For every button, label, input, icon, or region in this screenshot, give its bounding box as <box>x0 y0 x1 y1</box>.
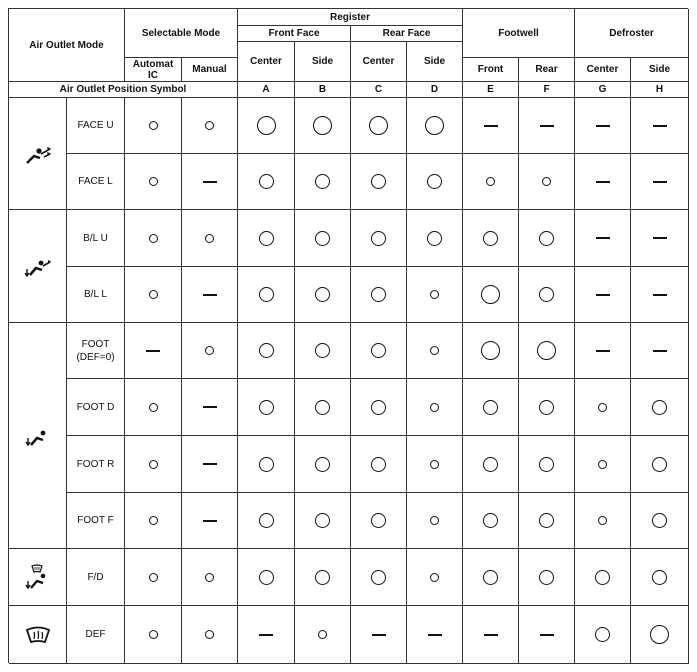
outlet-cell-e <box>463 154 519 210</box>
outlet-cell-e <box>463 549 519 606</box>
outlet-cell-f <box>519 154 575 210</box>
small-circle-icon <box>205 630 214 639</box>
dash-icon <box>653 181 667 183</box>
large-circle-icon <box>481 341 500 360</box>
medium-circle-icon <box>371 400 386 415</box>
medium-circle-icon <box>539 457 554 472</box>
outlet-cell-a <box>238 98 295 154</box>
medium-circle-icon <box>595 627 610 642</box>
outlet-cell-a <box>238 267 295 323</box>
outlet-cell-g <box>575 323 631 379</box>
outlet-cell-b <box>295 267 351 323</box>
small-circle-icon <box>598 516 607 525</box>
manual-cell <box>182 267 238 323</box>
manual-cell <box>182 154 238 210</box>
dash-icon <box>428 634 442 636</box>
front-face-header-text: Front Face <box>268 28 320 39</box>
small-circle-icon <box>149 234 158 243</box>
medium-circle-icon <box>371 287 386 302</box>
outlet-cell-h <box>631 210 689 267</box>
medium-circle-icon <box>315 457 330 472</box>
outlet-cell-c <box>351 98 407 154</box>
manual-cell <box>182 436 238 493</box>
outlet-cell-a <box>238 210 295 267</box>
outlet-cell-d <box>407 210 463 267</box>
outlet-cell-d <box>407 436 463 493</box>
rear-face-header-text: Rear Face <box>382 28 431 39</box>
outlet-cell-b <box>295 98 351 154</box>
small-circle-icon <box>205 234 214 243</box>
outlet-cell-e <box>463 267 519 323</box>
large-circle-icon <box>369 116 388 135</box>
position-symbol-header-text: Air Outlet Position Symbol <box>59 84 187 95</box>
dash-icon <box>203 181 217 183</box>
dash-icon <box>653 237 667 239</box>
defroster-header-text: Defroster <box>609 27 654 39</box>
dash-icon <box>203 406 217 408</box>
outlet-cell-h <box>631 98 689 154</box>
sub-header-8 <box>631 58 689 82</box>
medium-circle-icon <box>539 513 554 528</box>
air-outlet-mode-table <box>8 8 688 663</box>
outlet-cell-e <box>463 436 519 493</box>
small-circle-icon <box>205 121 214 130</box>
position-symbol-header <box>9 82 238 98</box>
outlet-cell-c <box>351 267 407 323</box>
small-circle-icon <box>149 403 158 412</box>
manual-cell <box>182 323 238 379</box>
mode-label <box>67 210 125 267</box>
bilevel-mode-icon <box>24 255 52 277</box>
outlet-cell-c <box>351 323 407 379</box>
outlet-cell-d <box>407 606 463 664</box>
medium-circle-icon <box>315 570 330 585</box>
small-circle-icon <box>430 573 439 582</box>
outlet-cell-f <box>519 606 575 664</box>
outlet-cell-c <box>351 379 407 436</box>
large-circle-icon <box>313 116 332 135</box>
mode-label-text: FOOT R <box>76 458 115 470</box>
outlet-cell-d <box>407 323 463 379</box>
small-circle-icon <box>318 630 327 639</box>
medium-circle-icon <box>315 174 330 189</box>
small-circle-icon <box>149 630 158 639</box>
outlet-cell-a <box>238 436 295 493</box>
dash-icon <box>540 125 554 127</box>
mode-label-text: B/L L <box>84 289 107 300</box>
outlet-cell-c <box>351 436 407 493</box>
outlet-cell-h <box>631 379 689 436</box>
position-letter-a <box>238 82 295 98</box>
outlet-cell-d <box>407 154 463 210</box>
mode-label <box>67 436 125 493</box>
large-circle-icon <box>650 625 669 644</box>
mode-label-text: FOOT (DEF=0) <box>76 338 115 363</box>
outlet-cell-b <box>295 493 351 549</box>
outlet-cell-b <box>295 323 351 379</box>
large-circle-icon <box>257 116 276 135</box>
small-circle-icon <box>149 573 158 582</box>
small-circle-icon <box>486 177 495 186</box>
small-circle-icon <box>430 290 439 299</box>
outlet-cell-c <box>351 549 407 606</box>
defroster-header <box>575 9 689 58</box>
outlet-cell-e <box>463 323 519 379</box>
medium-circle-icon <box>652 570 667 585</box>
outlet-cell-a <box>238 549 295 606</box>
sub-header-4 <box>407 42 463 82</box>
mode-label-text: DEF <box>85 629 106 640</box>
outlet-cell-f <box>519 210 575 267</box>
mode-icon-cell <box>9 549 67 606</box>
outlet-cell-b <box>295 379 351 436</box>
dash-icon <box>259 634 273 636</box>
medium-circle-icon <box>371 570 386 585</box>
outlet-cell-e <box>463 98 519 154</box>
mode-label <box>67 379 125 436</box>
position-letter-e-text: E <box>487 84 494 95</box>
position-letter-g <box>575 82 631 98</box>
position-letter-b-text: B <box>318 84 327 95</box>
small-circle-icon <box>430 346 439 355</box>
manual-cell <box>182 493 238 549</box>
mode-icon-cell <box>9 98 67 210</box>
position-letter-g-text: G <box>598 84 607 95</box>
dash-icon <box>596 294 610 296</box>
medium-circle-icon <box>483 231 498 246</box>
mode-label <box>67 493 125 549</box>
automatic-cell <box>125 549 182 606</box>
position-letter-b <box>295 82 351 98</box>
foot-mode-icon <box>24 425 52 447</box>
register-header <box>238 9 463 26</box>
outlet-cell-d <box>407 379 463 436</box>
sub-header-2 <box>295 42 351 82</box>
mode-label-text: FOOT F <box>77 515 114 526</box>
automatic-cell <box>125 154 182 210</box>
medium-circle-icon <box>315 231 330 246</box>
medium-circle-icon <box>483 400 498 415</box>
manual-cell <box>182 606 238 664</box>
medium-circle-icon <box>427 231 442 246</box>
dash-icon <box>653 350 667 352</box>
manual-cell <box>182 98 238 154</box>
outlet-cell-f <box>519 379 575 436</box>
large-circle-icon <box>481 285 500 304</box>
dash-icon <box>484 634 498 636</box>
dash-icon <box>203 463 217 465</box>
outlet-cell-a <box>238 154 295 210</box>
outlet-cell-d <box>407 267 463 323</box>
sub-header-7 <box>575 58 631 82</box>
mode-icon-cell <box>9 210 67 323</box>
outlet-cell-c <box>351 210 407 267</box>
outlet-cell-f <box>519 549 575 606</box>
dash-icon <box>596 181 610 183</box>
register-header-text: Register <box>329 11 370 23</box>
outlet-cell-b <box>295 210 351 267</box>
sub-header-1 <box>238 42 295 82</box>
air-outlet-mode-header-text: Air Outlet Mode <box>29 39 104 51</box>
dash-icon <box>203 520 217 522</box>
sub-header-8-text: Side <box>648 64 671 75</box>
outlet-cell-h <box>631 436 689 493</box>
automatic-header <box>125 58 182 82</box>
small-circle-icon <box>205 573 214 582</box>
small-circle-icon <box>542 177 551 186</box>
medium-circle-icon <box>539 287 554 302</box>
mode-label-text: FOOT D <box>76 401 115 413</box>
automatic-cell <box>125 98 182 154</box>
outlet-cell-c <box>351 154 407 210</box>
mode-label <box>67 606 125 664</box>
medium-circle-icon <box>371 231 386 246</box>
sub-header-3-text: Center <box>362 56 395 67</box>
mode-label <box>67 154 125 210</box>
foot-defrost-mode-icon <box>24 564 52 590</box>
outlet-cell-h <box>631 493 689 549</box>
outlet-cell-h <box>631 267 689 323</box>
mode-label-text: F/D <box>87 571 104 583</box>
outlet-cell-e <box>463 210 519 267</box>
air-outlet-mode-header <box>9 9 125 82</box>
medium-circle-icon <box>259 231 274 246</box>
sub-header-2-text: Side <box>311 56 334 67</box>
mode-icon-cell <box>9 323 67 549</box>
sub-header-6-text: Rear <box>535 64 558 75</box>
position-letter-f <box>519 82 575 98</box>
position-letter-c <box>351 82 407 98</box>
outlet-cell-d <box>407 493 463 549</box>
medium-circle-icon <box>259 513 274 528</box>
medium-circle-icon <box>595 570 610 585</box>
selectable-mode-header-text: Selectable Mode <box>141 27 221 39</box>
position-letter-d <box>407 82 463 98</box>
dash-icon <box>596 237 610 239</box>
medium-circle-icon <box>539 231 554 246</box>
small-circle-icon <box>598 460 607 469</box>
outlet-cell-g <box>575 154 631 210</box>
outlet-cell-g <box>575 549 631 606</box>
dash-icon <box>372 634 386 636</box>
sub-header-7-text: Center <box>586 64 619 75</box>
outlet-cell-b <box>295 606 351 664</box>
windshield-defrost-icon <box>25 626 51 644</box>
manual-header <box>182 58 238 82</box>
position-letter-d-text: D <box>430 84 439 95</box>
position-letter-e <box>463 82 519 98</box>
mode-label <box>67 267 125 323</box>
sub-header-1-text: Center <box>250 56 282 67</box>
sub-header-5 <box>463 58 519 82</box>
outlet-cell-f <box>519 323 575 379</box>
footwell-header <box>463 9 575 58</box>
outlet-cell-b <box>295 436 351 493</box>
sub-header-4-text: Side <box>423 56 446 67</box>
face-mode-icon <box>24 143 52 165</box>
dash-icon <box>203 294 217 296</box>
medium-circle-icon <box>371 513 386 528</box>
manual-cell <box>182 210 238 267</box>
automatic-cell <box>125 210 182 267</box>
outlet-cell-g <box>575 267 631 323</box>
outlet-cell-f <box>519 493 575 549</box>
dash-icon <box>540 634 554 636</box>
outlet-cell-f <box>519 436 575 493</box>
dash-icon <box>484 125 498 127</box>
small-circle-icon <box>430 460 439 469</box>
outlet-cell-e <box>463 606 519 664</box>
outlet-cell-a <box>238 379 295 436</box>
front-face-header <box>238 26 351 42</box>
medium-circle-icon <box>259 457 274 472</box>
outlet-cell-b <box>295 154 351 210</box>
medium-circle-icon <box>539 570 554 585</box>
medium-circle-icon <box>427 174 442 189</box>
small-circle-icon <box>149 177 158 186</box>
medium-circle-icon <box>483 513 498 528</box>
medium-circle-icon <box>539 400 554 415</box>
manual-cell <box>182 549 238 606</box>
large-circle-icon <box>537 341 556 360</box>
medium-circle-icon <box>315 287 330 302</box>
selectable-mode-header <box>125 9 238 58</box>
outlet-cell-f <box>519 267 575 323</box>
mode-label-text: FACE U <box>77 120 114 131</box>
outlet-cell-g <box>575 436 631 493</box>
automatic-cell <box>125 436 182 493</box>
mode-label-text: B/L U <box>83 232 108 244</box>
outlet-cell-h <box>631 323 689 379</box>
dash-icon <box>653 125 667 127</box>
small-circle-icon <box>149 290 158 299</box>
medium-circle-icon <box>483 570 498 585</box>
medium-circle-icon <box>259 287 274 302</box>
medium-circle-icon <box>315 513 330 528</box>
outlet-cell-b <box>295 549 351 606</box>
position-letter-a-text: A <box>262 84 270 95</box>
medium-circle-icon <box>652 457 667 472</box>
dash-icon <box>653 294 667 296</box>
footwell-header-text: Footwell <box>498 27 539 39</box>
mode-icon-cell <box>9 606 67 664</box>
position-letter-f-text: F <box>543 84 550 95</box>
outlet-cell-e <box>463 379 519 436</box>
medium-circle-icon <box>652 513 667 528</box>
outlet-cell-f <box>519 98 575 154</box>
automatic-cell <box>125 379 182 436</box>
automatic-cell <box>125 493 182 549</box>
position-letter-h-text: H <box>655 84 664 95</box>
outlet-cell-a <box>238 323 295 379</box>
mode-label <box>67 323 125 379</box>
dash-icon <box>596 350 610 352</box>
manual-cell <box>182 379 238 436</box>
outlet-cell-h <box>631 549 689 606</box>
outlet-cell-g <box>575 606 631 664</box>
outlet-cell-h <box>631 606 689 664</box>
medium-circle-icon <box>315 400 330 415</box>
outlet-cell-a <box>238 606 295 664</box>
sub-header-5-text: Front <box>477 64 504 75</box>
outlet-cell-g <box>575 210 631 267</box>
outlet-cell-c <box>351 606 407 664</box>
medium-circle-icon <box>259 400 274 415</box>
sub-header-3 <box>351 42 407 82</box>
sub-header-6 <box>519 58 575 82</box>
small-circle-icon <box>430 403 439 412</box>
position-letter-h <box>631 82 689 98</box>
position-letter-c-text: C <box>374 84 383 95</box>
outlet-cell-c <box>351 493 407 549</box>
mode-label <box>67 98 125 154</box>
medium-circle-icon <box>315 343 330 358</box>
medium-circle-icon <box>483 457 498 472</box>
outlet-cell-h <box>631 154 689 210</box>
outlet-cell-d <box>407 549 463 606</box>
small-circle-icon <box>149 460 158 469</box>
small-circle-icon <box>205 346 214 355</box>
outlet-cell-g <box>575 493 631 549</box>
outlet-cell-a <box>238 493 295 549</box>
medium-circle-icon <box>371 457 386 472</box>
small-circle-icon <box>149 121 158 130</box>
outlet-cell-g <box>575 379 631 436</box>
mode-label-text: FACE L <box>78 176 113 187</box>
outlet-cell-e <box>463 493 519 549</box>
automatic-cell <box>125 323 182 379</box>
small-circle-icon <box>430 516 439 525</box>
automatic-header-text: Automat IC <box>132 58 174 81</box>
medium-circle-icon <box>259 343 274 358</box>
small-circle-icon <box>598 403 607 412</box>
automatic-cell <box>125 606 182 664</box>
large-circle-icon <box>425 116 444 135</box>
medium-circle-icon <box>652 400 667 415</box>
medium-circle-icon <box>259 570 274 585</box>
medium-circle-icon <box>371 343 386 358</box>
outlet-cell-g <box>575 98 631 154</box>
automatic-cell <box>125 267 182 323</box>
rear-face-header <box>351 26 463 42</box>
dash-icon <box>596 125 610 127</box>
manual-header-text: Manual <box>192 64 227 75</box>
medium-circle-icon <box>371 174 386 189</box>
medium-circle-icon <box>259 174 274 189</box>
small-circle-icon <box>149 516 158 525</box>
outlet-cell-d <box>407 98 463 154</box>
mode-label <box>67 549 125 606</box>
dash-icon <box>146 350 160 352</box>
